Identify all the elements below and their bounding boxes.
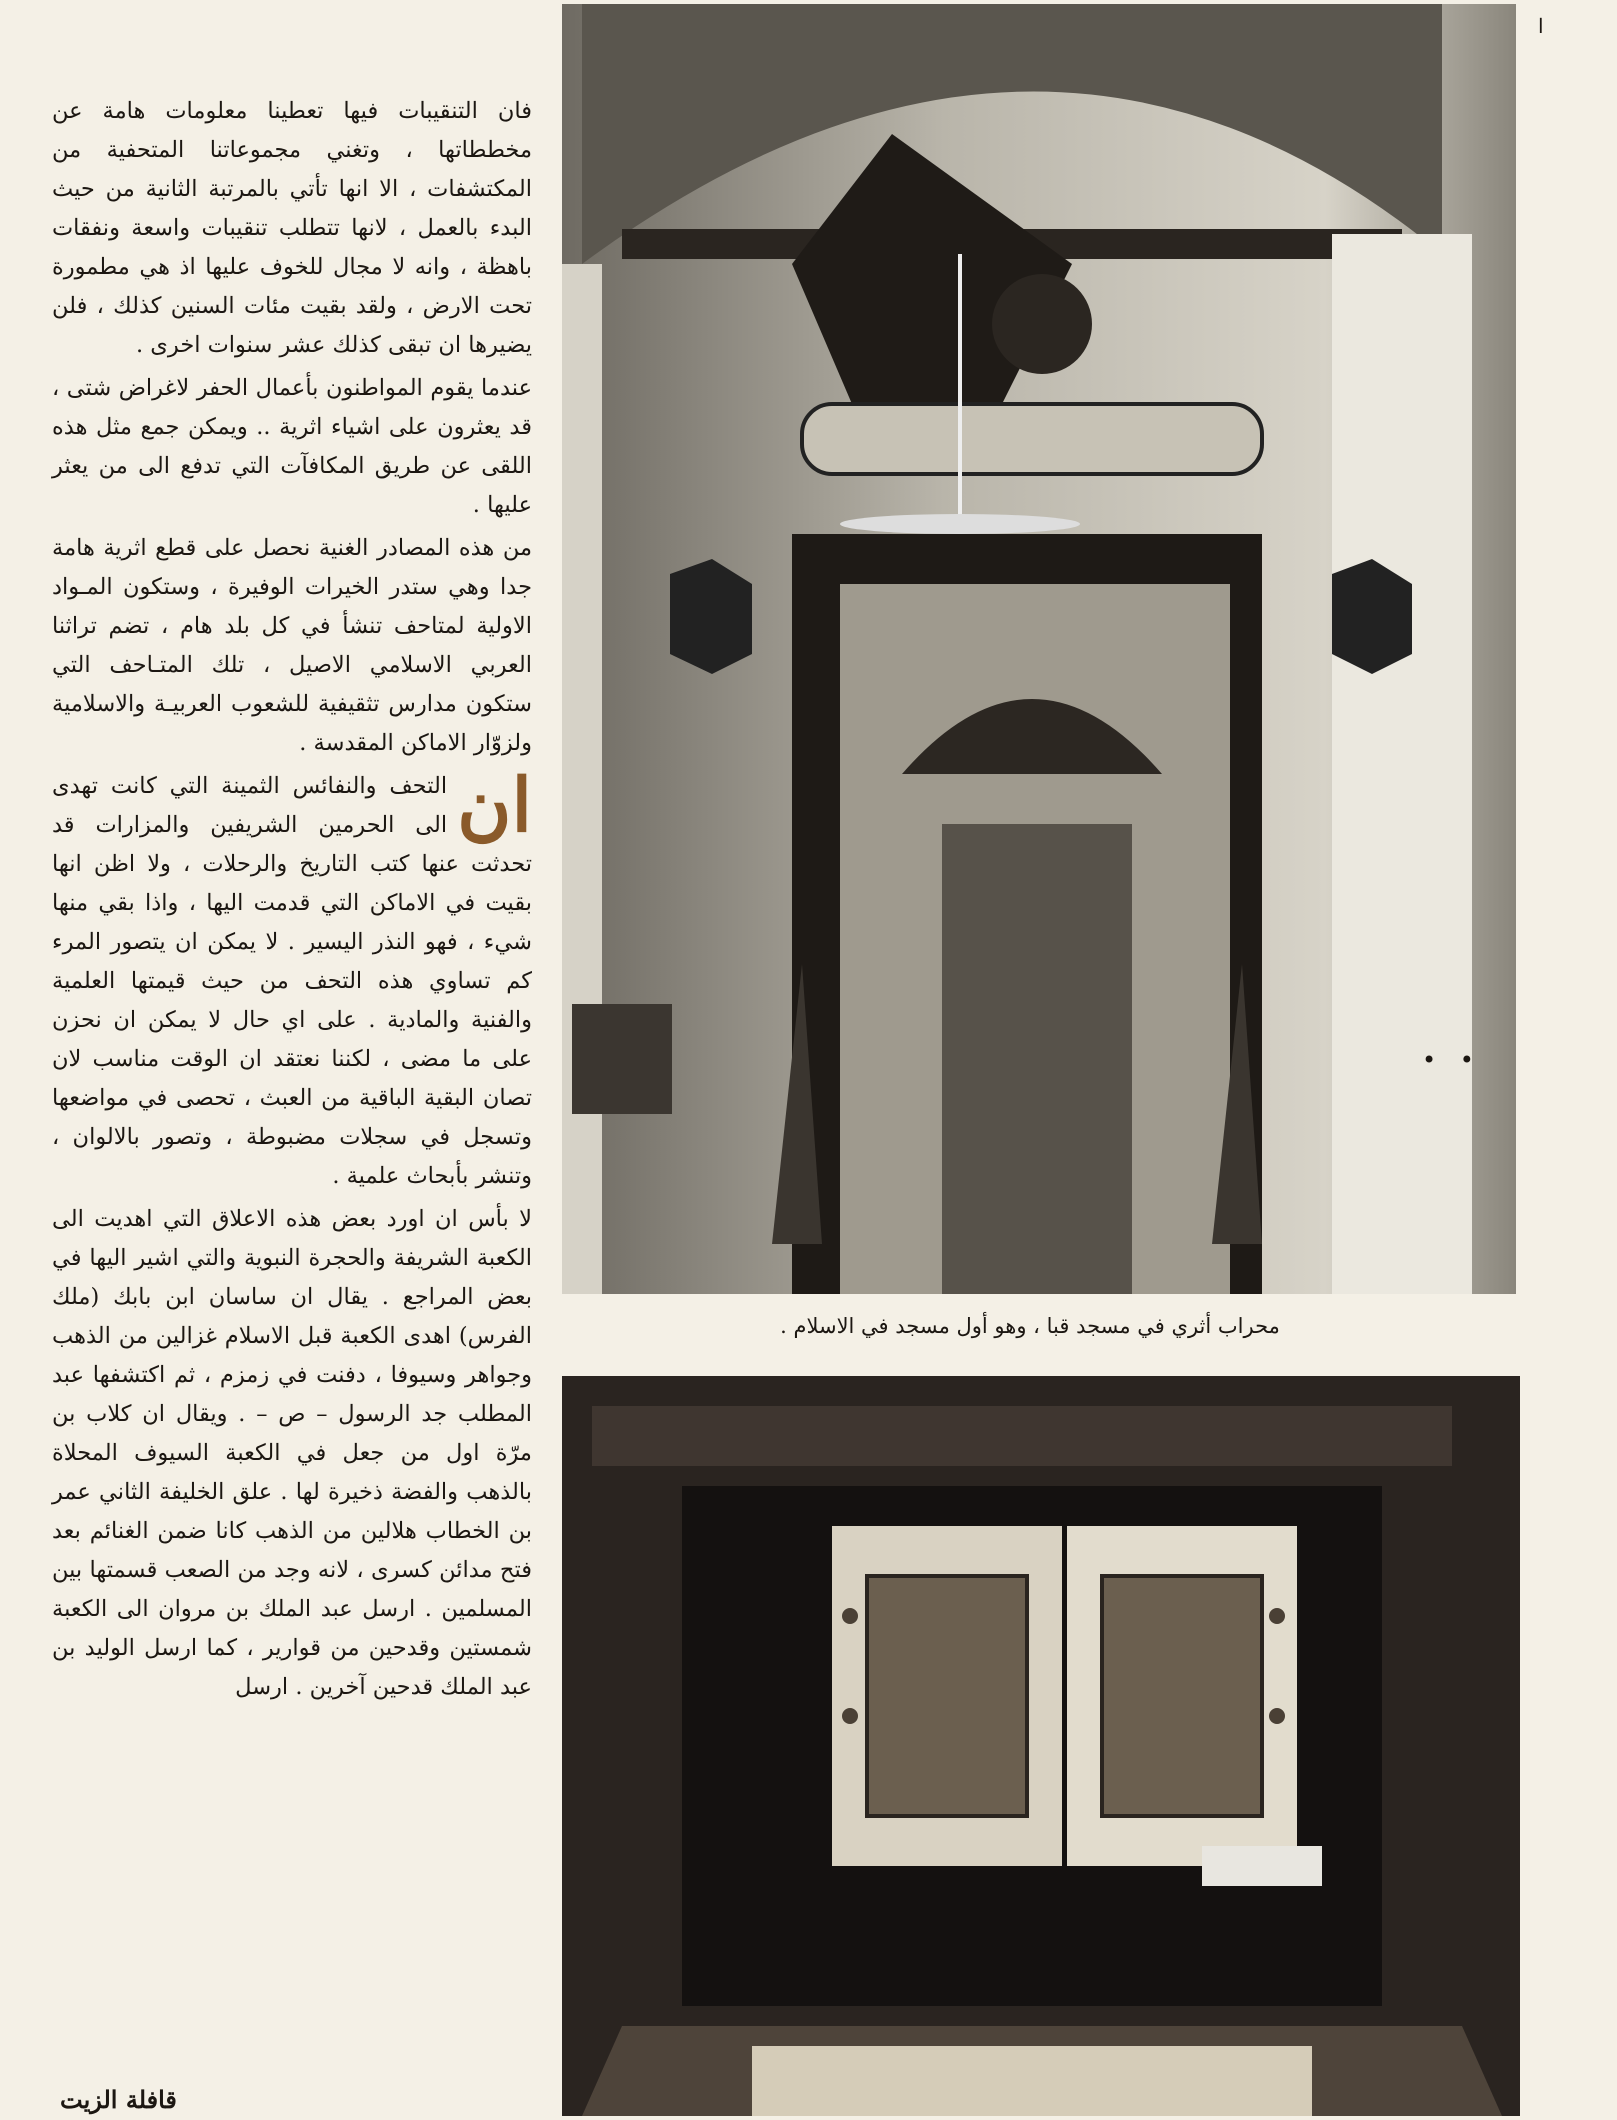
manuscript-display-photo	[562, 1376, 1520, 2116]
paragraph-1: فان التنقيبات فيها تعطينا معلومات هامة عن مخططاتها ، وتغني مجموعاتنا المتحفية من المكتشفات ، الا انها تأتي بالمرتبة الثانية من حيث البدء بالعمل ، لانها تتطلب تنقيبات واسعة ونفقات باهظة ، وانه لا مجال للخوف عليها اذ هي مطمورة تحت الارض ، ولقد بقيت مئات السنين كذلك ، فلن يضيرها ان تبقى كذلك عشر سنوات اخرى .	[52, 98, 532, 358]
photo-caption: محراب أثري في مسجد قبا ، وهو أول مسجد في الاسلام .	[780, 1314, 1280, 1338]
drop-cap: ان	[457, 763, 532, 849]
paragraph-3: من هذه المصادر الغنية نحصل على قطع اثرية هامة جدا وهي ستدر الخيرات الوفيرة ، وستكون المـواد الاولية لمتاحف تنشأ في كل بلد هام ، تضم تراثنا العربي الاسلامي الاصيل ، تلك المتـاحف التي ستكون مدارس تثقيفية للشعوب العربيـة والاسلامية ولزوّار الاماكن المقدسة .	[52, 535, 532, 756]
paragraph-4	[52, 763, 532, 1196]
magazine-footer-title: قافلة الزيت	[60, 2085, 177, 2114]
mihrab-photo	[562, 4, 1516, 1294]
margin-marks: • •	[1422, 1046, 1482, 1074]
article-text	[52, 92, 532, 1711]
paragraph-2: عندما يقوم المواطنون بأعمال الحفر لاغراض شتى ، قد يعثرون على اشياء اثرية .. ويمكن جمع مثل هذه اللقى عن طريق المكافآت التي تدفع الى من يعثر عليها .	[52, 375, 532, 518]
paragraph-4-text: التحف والنفائس الثمينة التي كانت تهدى الى الحرمين الشريفين والمزارات قد تحدثت عنها كتب التاريخ والرحلات ، ولا اظن انها بقيت في الاماكن التي قدمت اليها ، واذا بقي منها شيء ، فهو النذر اليسير . لا يمكن ان يتصور المرء كم تساوي هذه التحف من حيث قيمتها العلمية والفنية والمادية . على اي حال لا يمكن ان نحزن على ما مضى ، لكننا نعتقد ان الوقت مناسب لان تصان البقية الباقية من العبث ، تحصى في مواضعها وتسجل في سجلات مضبوطة ، وتصور بالالوان ، وتنشر بأبحاث علمية .	[52, 773, 532, 1189]
paragraph-5: لا بأس ان اورد بعض هذه الاعلاق التي اهديت الى الكعبة الشريفة والحجرة النبوية والتي اشير اليها في بعض المراجع . يقال ان ساسان ابن بابك (ملك الفرس) اهدى الكعبة قبل الاسلام غزالين من الذهب وجواهر وسيوفا ، دفنت في زمزم ، ثم اكتشفها عبد المطلب جد الرسول – ص – . ويقال ان كلاب بن مرّة اول من جعل في الكعبة السيوف المحلاة بالذهب والفضة ذخيرة لها . علق الخليفة الثاني عمر بن الخطاب هلالين من الذهب كانا ضمن الغنائم بعد فتح مدائن كسرى ، لانه وجد من الصعب قسمتها بين المسلمين . ارسل عبد الملك بن مروان الى الكعبة شمستين وقدحين من قوارير ، كما ارسل الوليد بن عبد الملك قدحين آخرين . ارسل	[52, 1206, 532, 1700]
top-corner-mark: ا	[1538, 14, 1544, 38]
